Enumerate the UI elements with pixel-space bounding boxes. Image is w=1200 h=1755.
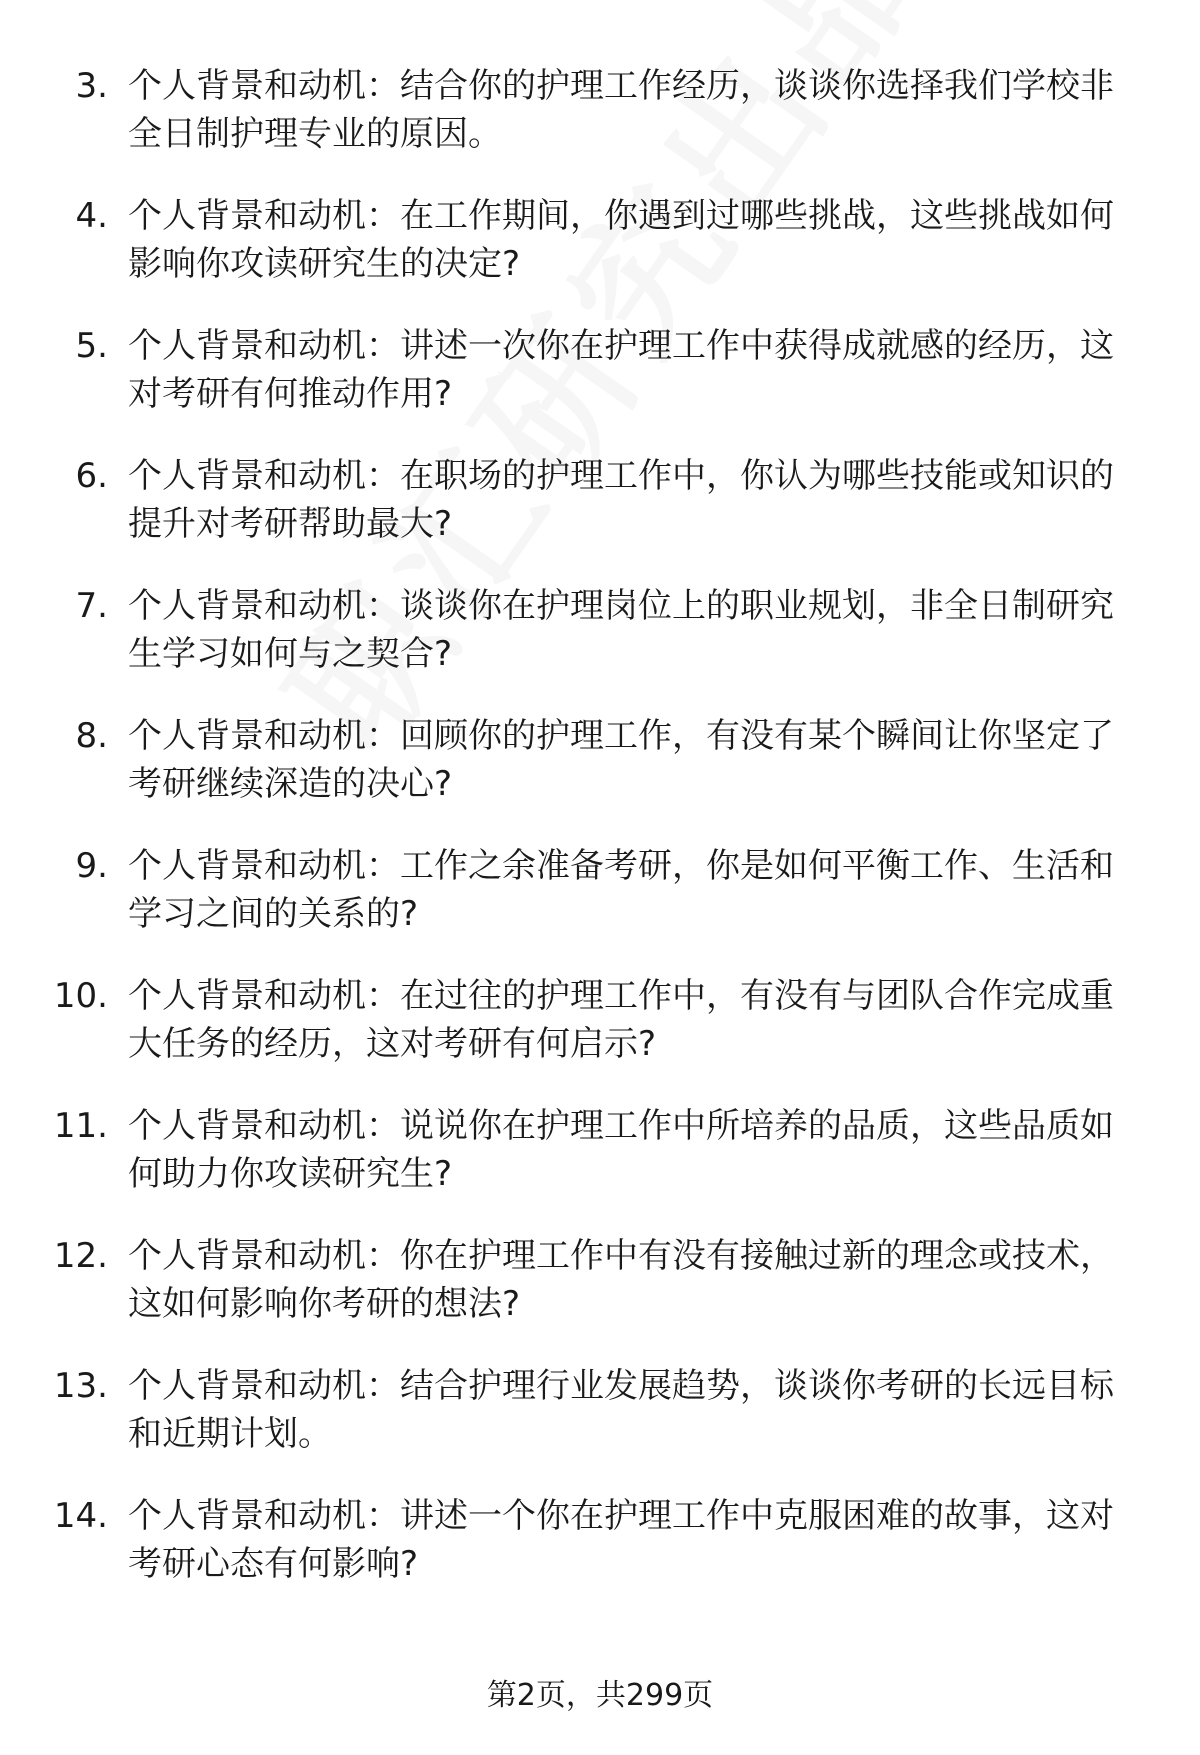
- question-item-14: [0, 1492, 1200, 1622]
- question-text: 个人背景和动机：工作之余准备考研，你是如何平衡工作、生活和学习之间的关系的?: [128, 846, 1114, 934]
- question-text: 个人背景和动机：说说你在护理工作中所培养的品质，这些品质如何助力你攻读研究生?: [128, 1106, 1114, 1194]
- page-footer: 第2页，共299页: [486, 1678, 714, 1713]
- question-item-11: [0, 1102, 1200, 1232]
- question-item-5: [0, 322, 1200, 452]
- question-number: 11.: [53, 1106, 108, 1146]
- question-text: 个人背景和动机：结合你的护理工作经历，谈谈你选择我们学校非全日制护理专业的原因。: [128, 66, 1114, 154]
- question-number: 3.: [75, 66, 108, 106]
- question-item-13: [0, 1362, 1200, 1492]
- question-number: 6.: [75, 456, 108, 496]
- question-text: 个人背景和动机：讲述一次你在护理工作中获得成就感的经历，这对考研有何推动作用?: [128, 326, 1114, 414]
- question-number: 8.: [75, 716, 108, 756]
- question-item-7: [0, 582, 1200, 712]
- question-number: 14.: [53, 1496, 108, 1536]
- question-item-9: [0, 842, 1200, 972]
- question-item-6: [0, 452, 1200, 582]
- question-text: 个人背景和动机：谈谈你在护理岗位上的职业规划，非全日制研究生学习如何与之契合?: [128, 586, 1114, 674]
- question-text: 个人背景和动机：在工作期间，你遇到过哪些挑战，这些挑战如何影响你攻读研究生的决定?: [128, 196, 1114, 284]
- question-text: 个人背景和动机：在过往的护理工作中，有没有与团队合作完成重大任务的经历，这对考研有何启示?: [128, 976, 1114, 1064]
- question-item-3: [0, 62, 1200, 192]
- question-text: 个人背景和动机：在职场的护理工作中，你认为哪些技能或知识的提升对考研帮助最大?: [128, 456, 1114, 544]
- question-text: 个人背景和动机：结合护理行业发展趋势，谈谈你考研的长远目标和近期计划。: [128, 1366, 1114, 1454]
- question-number: 12.: [53, 1236, 108, 1276]
- question-item-8: [0, 712, 1200, 842]
- question-item-12: [0, 1232, 1200, 1362]
- question-number: 9.: [75, 846, 108, 886]
- question-number: 7.: [75, 586, 108, 626]
- question-text: 个人背景和动机：回顾你的护理工作，有没有某个瞬间让你坚定了考研继续深造的决心?: [128, 716, 1114, 804]
- question-list: [0, 62, 1200, 1622]
- question-number: 4.: [75, 196, 108, 236]
- question-text: 个人背景和动机：你在护理工作中有没有接触过新的理念或技术，这如何影响你考研的想法?: [128, 1236, 1114, 1324]
- question-item-10: [0, 972, 1200, 1102]
- question-number: 13.: [53, 1366, 108, 1406]
- question-number: 5.: [75, 326, 108, 366]
- question-item-4: [0, 192, 1200, 322]
- question-number: 10.: [53, 976, 108, 1016]
- question-text: 个人背景和动机：讲述一个你在护理工作中克服困难的故事，这对考研心态有何影响?: [128, 1496, 1114, 1584]
